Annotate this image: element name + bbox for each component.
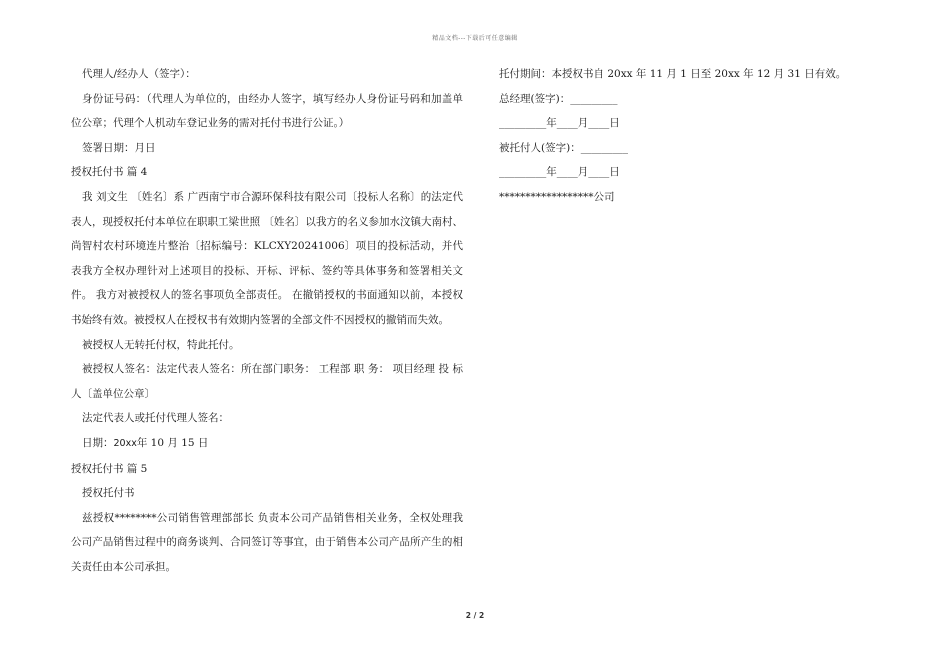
section-title-5: 授权托付书 — [82, 487, 135, 500]
authorization-paragraph-5: 兹授权********公司销售管理部部长 负责本公司产品销售相关业务，全权处理我公司产品销售过程中的商务谈判、合同签订等事宜，由于销售本公司产品所产生的相关责任由本公司承担。 — [71, 511, 463, 573]
section-heading-4: 授权托付书 篇 4 — [71, 166, 148, 179]
trustee-sign-line: 被托付人(签字)：_________ — [499, 141, 628, 154]
right-column — [499, 62, 889, 210]
company-line: ******************公司 — [499, 190, 615, 203]
date-line — [71, 431, 463, 457]
id-number-paragraph: 身份证号码：（代理人为单位的，由经办人签字，填写经办人身份证号码和加盖单位公章；代理个人机动车登记业务的需对托付书进行公证。） — [71, 92, 463, 130]
authorization-paragraph-4: 我 刘文生 〔姓名〕系 广西南宁市合源环保科技有限公司〔投标人名称〕的法定代表人，现授权托付本单位在职职工梁世照 〔姓名〕以我方的名义参加水汶镇大南村、尚智村农村环境连片整治〔招标编号：KLCXY20241006〕项目的投标活动，并代表我方全权办理针对上述项目的投标、开标、评标、签约等具体事务和签署相关文件。 我方对被授权人的签名事项负全部责任。 在撤销授权的书面通知以前，本授权书始终有效。被授权人在授权书有效期内签署的全部文件不因授权的撤销而失效。 — [71, 190, 463, 326]
validity-period-line: 托付期间：本授权书自 20xx 年 11 月 1 日至 20xx 年 12 月 31 日有效。 — [499, 68, 847, 80]
trustee-date-line: _________年____月____日 — [499, 166, 620, 179]
date-year: 20xx — [113, 437, 137, 449]
signatures-paragraph: 被授权人签名：法定代表人签名：所在部门职务： 工程部 职 务： 项目经理 投 标 人〔盖单位公章〕 — [71, 363, 463, 400]
page-header: 精品文档---下载后可任意编辑 — [432, 35, 518, 42]
date-rest: 年 10 月 15 日 — [136, 436, 209, 449]
section-heading-5: 授权托付书 篇 5 — [71, 462, 148, 475]
agent-sign-line: 代理人/经办人（签字）： — [82, 68, 196, 80]
left-column — [71, 62, 463, 579]
no-transfer-line: 被授权人无转托付权，特此托付。 — [82, 338, 240, 351]
general-manager-sign-line: 总经理(签字)：_________ — [499, 92, 618, 105]
page-indicator: 2 / 2 — [465, 611, 485, 620]
date-label: 日期： — [82, 436, 114, 449]
general-manager-date-line: _________年____月____日 — [499, 117, 620, 130]
legal-rep-sign-line: 法定代表人或托付代理人签名： — [82, 412, 229, 425]
sign-date-line: 签署日期：月日 — [82, 141, 156, 154]
